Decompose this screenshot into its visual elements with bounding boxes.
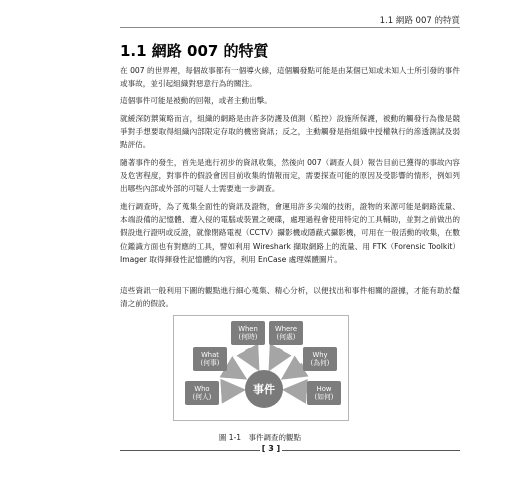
node-where [269,321,303,345]
node-who-zh: (何人) [192,393,212,401]
node-when-en: When [238,324,258,333]
node-why-en: Why [312,350,328,359]
footer-rule-right [282,450,460,451]
paragraph-1: 在 007 的世界裡，每個故事都有一個導火線，這個觸發點可能是由某個已知或未知人士所引發的事件或事故，並引起組織對惡意行為的關注。 [120,66,460,89]
running-head: 1.1 網路 007 的特質 [379,16,460,26]
arrow-how [287,390,301,391]
node-why-zh: (為何) [310,359,330,367]
figure-caption: 圖 1-1 事件調查的觀點 [218,433,302,442]
paragraph-4: 隨著事件的發生，首先是進行初步的資訊收集，然後向 007（調查人員）報告目前已獲得的事故內容及危害程度，對事件的假設會因目前收集的情報而定，需要探查可能的原因及受影響的情形，例如列出哪些內部或外部的可疑人士需要進一步調查。 [120,158,460,194]
paragraph-5: 進行調查時，為了蒐集全面性的資訊及證物，會運用許多尖端的技術，證物的來源可能是網路流量、本端設備的記憶體、遭入侵的電腦或裝置之硬碟，處理過程會使用特定的工具輔助，並對之前做出的假設進行證明或反證，就像閉路電視（CCTV）攝影機或隱蔽式攝影機，可用在一般活動的收集，在數位鑑識方面也有對應的工具，譬如利用 Wireshark 擷取網路上的流量、用 FTK（Forensic Toolkit）Imager 取得揮發性記憶體的內容，利用 EnCase 處理媒體圖片。 [120,202,460,264]
node-when-zh: (何時) [238,333,258,341]
node-where-en: Where [274,324,298,333]
node-why [303,347,337,371]
arrow-who [225,390,241,391]
node-how [307,381,341,405]
paragraph-3: 就緩深防禦策略而言，組織的網路是由許多防護及偵測（監控）設施所保護，被動的觸發行為像是競爭對手想要取得組織內部限定存取的機密資訊；反之，主動觸發是指組織中授權執行的滲透測試及弱點評估。 [120,114,460,150]
node-what [193,347,227,371]
paragraph-6: 這些資訊一般利用下圖的觀點進行細心蒐集、精心分析，以便找出和事件相關的證據，才能有助於釐清之前的假設。 [120,286,460,309]
footer-rule-left [120,450,260,451]
arrow-when [247,349,257,367]
section-title: 1.1 網路 007 的特質 [120,42,269,60]
investigation-diagram [173,315,349,421]
center-event-circle [245,370,283,408]
arrow-where [271,349,281,367]
node-what-en: What [201,350,219,359]
node-when [231,321,265,345]
node-how-en: How [316,384,332,393]
node-where-zh: (何處) [276,333,296,341]
node-who-en: Who [194,384,210,393]
paragraph-2: 這個事件可能是被動的回報，或者主動出擊。 [120,96,272,105]
arrow-why [285,365,303,377]
node-what-zh: (何事) [200,359,220,367]
page-number: [ 3 ] [261,444,281,453]
center-event-label: 事件 [253,383,275,396]
header-rule [120,27,460,28]
node-how-zh: (如何) [314,393,334,401]
node-who [185,381,219,405]
